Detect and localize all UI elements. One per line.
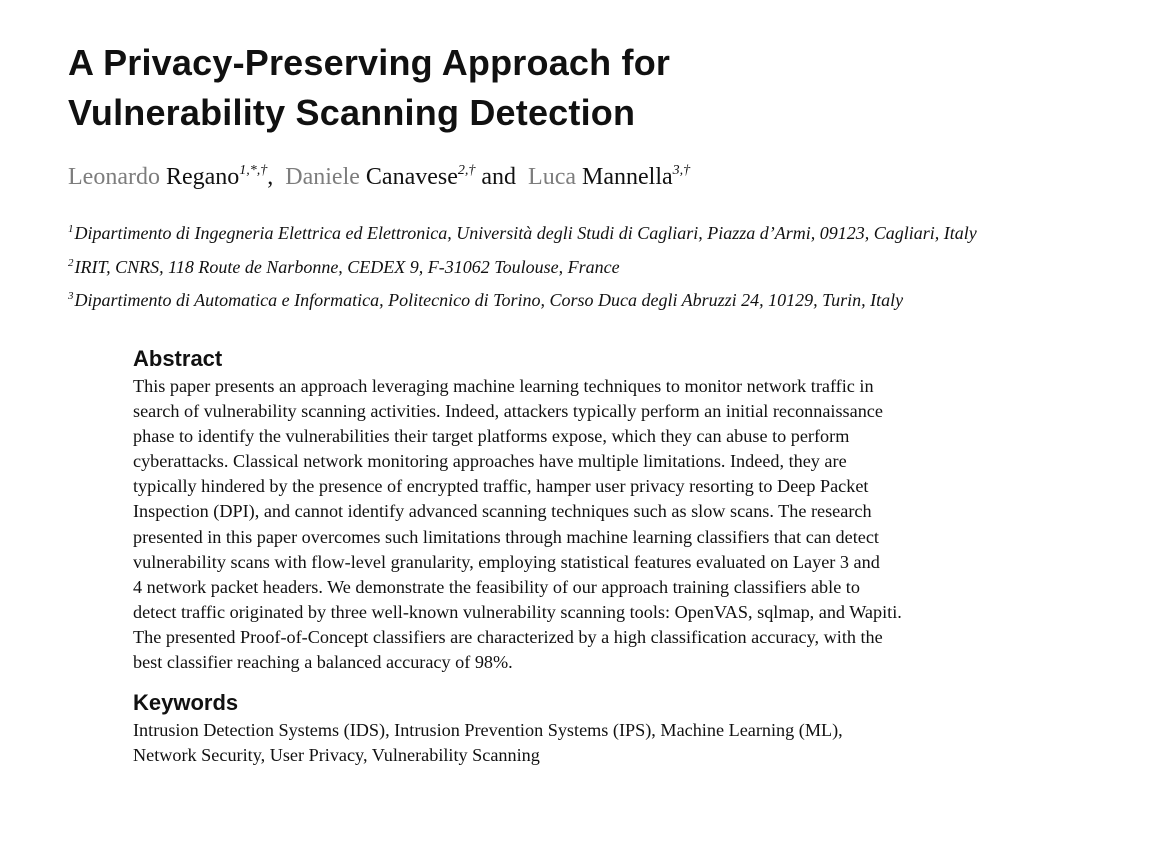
- keywords-body: [133, 718, 1003, 768]
- abstract-line: cyberattacks. Classical network monitoring approaches have multiple limitations. Indeed, they are: [133, 451, 847, 472]
- paper-title: [68, 38, 968, 138]
- abstract-line: search of vulnerability scanning activities. Indeed, attackers typically perform an initial reconnaissance: [133, 401, 883, 422]
- author-affiliation-marks: 1,*,†: [239, 163, 268, 178]
- affiliation-list: [68, 218, 977, 319]
- abstract-line: detect traffic originated by three well-known vulnerability scanning tools: OpenVAS, sqlmap, and Wapiti.: [133, 601, 902, 622]
- author-family-name: Mannella: [582, 164, 673, 190]
- abstract-line: 4 network packet headers. We demonstrate the feasibility of our approach training classifiers able to: [133, 576, 860, 597]
- affiliation-2: [68, 252, 977, 286]
- abstract-line: The presented Proof-of-Concept classifiers are characterized by a high classification accuracy, with the: [133, 626, 883, 647]
- abstract-heading: Abstract: [133, 346, 223, 371]
- paper-title-line-1: A Privacy-Preserving Approach for: [68, 42, 671, 83]
- author-mannella: [528, 164, 690, 190]
- author-given-name: Leonardo: [68, 164, 160, 190]
- author-family-name: Regano: [165, 164, 240, 190]
- author-separator-comma: ,: [267, 164, 274, 190]
- abstract-section: [133, 344, 1003, 675]
- author-given-name: Daniele: [285, 164, 360, 190]
- author-canavese: [285, 164, 475, 190]
- abstract-body: [133, 374, 1003, 675]
- keywords-line: Network Security, User Privacy, Vulnerability Scanning: [133, 745, 540, 766]
- author-regano: [68, 164, 267, 190]
- author-affiliation-marks: 3,†: [672, 163, 691, 178]
- affiliation-number: 2: [68, 256, 74, 269]
- author-given-name: Luca: [528, 164, 576, 190]
- author-affiliation-marks: 2,†: [457, 163, 476, 178]
- affiliation-3: [68, 285, 977, 319]
- author-list: [68, 160, 690, 198]
- abstract-line: This paper presents an approach leveraging machine learning techniques to monitor network traffic in: [133, 376, 874, 396]
- abstract-line: vulnerability scans with flow-level granularity, employing statistical features evaluated on Layer 3 and: [133, 551, 880, 572]
- abstract-line: phase to identify the vulnerabilities their target platforms expose, which they can abuse to perform: [133, 426, 850, 447]
- affiliation-text: Dipartimento di Ingegneria Elettrica ed Elettronica, Università degli Studi di Cagliari, Piazza d’Armi, 09123, Cagliari, Italy: [74, 223, 977, 243]
- affiliation-number: 1: [68, 223, 74, 235]
- abstract-line: best classifier reaching a balanced accuracy of 98%.: [133, 652, 513, 673]
- keywords-heading: Keywords: [133, 690, 239, 715]
- abstract-line: typically hindered by the presence of encrypted traffic, hamper user privacy resorting to Deep Packet: [133, 476, 869, 497]
- abstract-line: Inspection (DPI), and cannot identify advanced scanning techniques such as slow scans. The research: [133, 501, 872, 522]
- keywords-line: Intrusion Detection Systems (IDS), Intrusion Prevention Systems (IPS), Machine Learning (ML),: [133, 720, 843, 740]
- abstract-line: presented in this paper overcomes such limitations through machine learning classifiers that can detect: [133, 526, 879, 547]
- author-family-name: Canavese: [365, 164, 458, 190]
- affiliation-text: Dipartimento di Automatica e Informatica, Politecnico di Torino, Corso Duca degli Abruzzi 24, 10129, Turin, Italy: [74, 290, 904, 310]
- keywords-section: [133, 688, 1003, 768]
- paper-title-line-2: Vulnerability Scanning Detection: [68, 92, 636, 133]
- affiliation-number: 3: [68, 290, 74, 302]
- affiliation-1: [68, 218, 977, 252]
- affiliation-text: IRIT, CNRS, 118 Route de Narbonne, CEDEX 9, F-31062 Toulouse, France: [74, 256, 620, 277]
- author-separator-and: and: [481, 164, 517, 190]
